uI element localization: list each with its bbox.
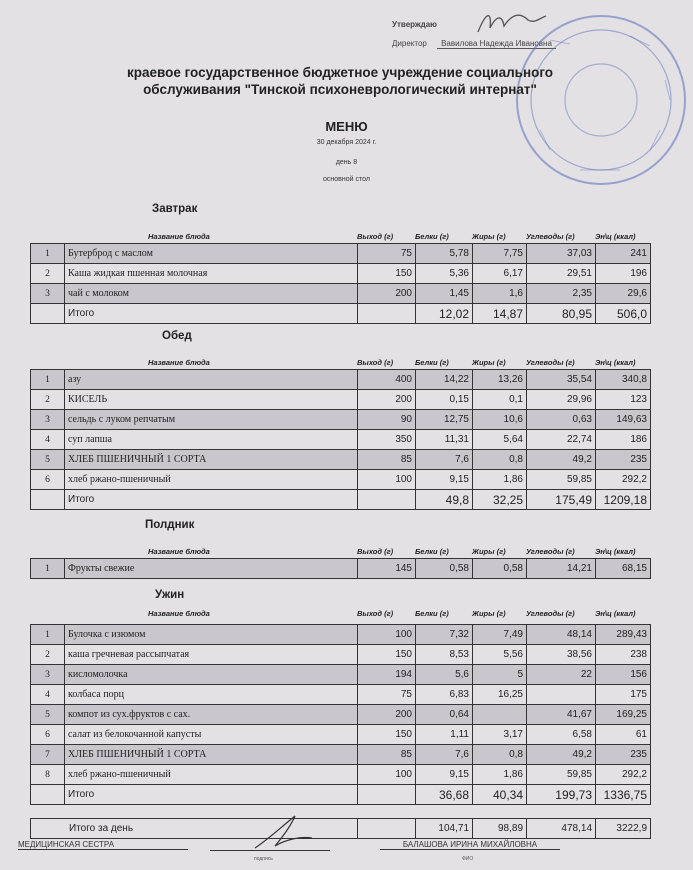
meal-total-label: Итого	[65, 490, 358, 510]
meal-column-headers	[30, 230, 650, 242]
item-yield: 75	[358, 244, 416, 264]
org-line-2: обслуживания "Тинской психоневрологический интернат"	[143, 82, 537, 97]
item-name: Бутерброд с маслом	[65, 244, 358, 264]
item-number: 3	[31, 410, 65, 430]
item-yield: 75	[358, 685, 416, 705]
item-yield: 85	[358, 450, 416, 470]
item-protein: 9,15	[416, 765, 473, 785]
menu-item-row	[31, 390, 651, 410]
menu-title: МЕНЮ	[325, 119, 368, 134]
item-protein: 12,75	[416, 410, 473, 430]
menu-date: 30 декабря 2024 г.	[316, 139, 377, 146]
item-energy: 235	[596, 450, 651, 470]
footer-role-text: МЕДИЦИНСКАЯ СЕСТРА	[18, 840, 188, 850]
item-yield: 100	[358, 765, 416, 785]
col-header-energy: Эн\ц (ккал)	[595, 546, 636, 556]
item-energy: 123	[596, 390, 651, 410]
item-carbs: 29,51	[527, 264, 596, 284]
col-header-fat: Жиры (г)	[472, 357, 506, 367]
meal-title: Полдник	[145, 519, 195, 531]
item-protein: 7,32	[416, 625, 473, 645]
item-yield: 150	[358, 725, 416, 745]
day-total-row	[31, 819, 651, 839]
meal-total-fat: 14,87	[473, 304, 527, 324]
item-protein: 1,45	[416, 284, 473, 304]
item-energy: 289,43	[596, 625, 651, 645]
meal-column-headers	[30, 545, 650, 557]
item-yield: 200	[358, 284, 416, 304]
item-number: 1	[31, 370, 65, 390]
item-carbs: 48,14	[527, 625, 596, 645]
item-protein: 7,6	[416, 745, 473, 765]
meal-total-row	[31, 490, 651, 510]
item-number: 5	[31, 450, 65, 470]
item-fat: 7,75	[473, 244, 527, 264]
meal-total-protein: 36,68	[416, 785, 473, 805]
item-yield: 150	[358, 645, 416, 665]
item-number: 6	[31, 470, 65, 490]
day-total-fat: 98,89	[473, 819, 527, 839]
day-total-energy: 3222,9	[596, 819, 651, 839]
menu-item-row	[31, 625, 651, 645]
item-fat: 1,86	[473, 765, 527, 785]
meal-table	[30, 243, 651, 324]
item-number: 2	[31, 264, 65, 284]
item-fat: 0,8	[473, 450, 527, 470]
item-protein: 14,22	[416, 370, 473, 390]
item-energy: 29,6	[596, 284, 651, 304]
menu-item-row	[31, 645, 651, 665]
item-name: Булочка с изюмом	[65, 625, 358, 645]
col-header-energy: Эн\ц (ккал)	[595, 231, 636, 241]
item-energy: 292,2	[596, 470, 651, 490]
item-number: 2	[31, 390, 65, 410]
item-energy: 186	[596, 430, 651, 450]
menu-item-row	[31, 370, 651, 390]
item-fat	[473, 705, 527, 725]
item-name: КИСЕЛЬ	[65, 390, 358, 410]
item-carbs: 2,35	[527, 284, 596, 304]
menu-item-row	[31, 264, 651, 284]
item-carbs: 37,03	[527, 244, 596, 264]
col-header-carbs: Углеводы (г)	[526, 608, 575, 618]
item-name: Каша жидкая пшенная молочная	[65, 264, 358, 284]
col-header-protein: Белки (г)	[415, 608, 449, 618]
meal-total-protein: 12,02	[416, 304, 473, 324]
item-fat: 0,58	[473, 559, 527, 579]
item-energy: 238	[596, 645, 651, 665]
item-energy: 169,25	[596, 705, 651, 725]
item-name: ХЛЕБ ПШЕНИЧНЫЙ 1 СОРТА	[65, 450, 358, 470]
item-protein: 9,15	[416, 470, 473, 490]
menu-item-row	[31, 765, 651, 785]
item-energy: 340,8	[596, 370, 651, 390]
meal-table	[30, 624, 651, 805]
item-number: 4	[31, 430, 65, 450]
footer-role	[18, 840, 188, 850]
approval-position: Директор	[392, 39, 427, 48]
item-name: компот из сух.фруктов с сах.	[65, 705, 358, 725]
col-header-yield: Выход (г)	[357, 608, 394, 618]
item-energy: 156	[596, 665, 651, 685]
col-header-fat: Жиры (г)	[472, 608, 506, 618]
item-protein: 5,78	[416, 244, 473, 264]
menu-item-row	[31, 410, 651, 430]
item-number: 1	[31, 625, 65, 645]
item-name: хлеб ржано-пшеничный	[65, 765, 358, 785]
item-yield: 400	[358, 370, 416, 390]
item-name: салат из белокочанной капусты	[65, 725, 358, 745]
meal-total-label: Итого	[65, 785, 358, 805]
meal-total-carbs: 80,95	[527, 304, 596, 324]
meal-title: Завтрак	[152, 203, 198, 215]
footer-person-name: БАЛАШОВА ИРИНА МИХАЙЛОВНА	[380, 840, 560, 850]
meal-total-energy: 1209,18	[596, 490, 651, 510]
meal-table	[30, 558, 651, 579]
item-number: 6	[31, 725, 65, 745]
item-fat: 1,86	[473, 470, 527, 490]
item-number: 3	[31, 284, 65, 304]
col-header-energy: Эн\ц (ккал)	[595, 357, 636, 367]
item-energy: 68,15	[596, 559, 651, 579]
col-header-name: Название блюда	[148, 357, 210, 367]
item-name: азу	[65, 370, 358, 390]
item-fat: 7,49	[473, 625, 527, 645]
meal-total-protein: 49,8	[416, 490, 473, 510]
item-carbs: 0,63	[527, 410, 596, 430]
meal-title: Обед	[162, 330, 192, 342]
menu-item-row	[31, 559, 651, 579]
item-number: 5	[31, 705, 65, 725]
item-name: суп лапша	[65, 430, 358, 450]
item-number: 8	[31, 765, 65, 785]
item-energy: 241	[596, 244, 651, 264]
menu-item-row	[31, 705, 651, 725]
item-yield: 150	[358, 264, 416, 284]
item-protein: 8,53	[416, 645, 473, 665]
col-header-protein: Белки (г)	[415, 357, 449, 367]
col-header-carbs: Углеводы (г)	[526, 357, 575, 367]
org-line-1: краевое государственное бюджетное учреждение социального	[126, 65, 554, 80]
col-header-protein: Белки (г)	[415, 231, 449, 241]
item-fat: 3,17	[473, 725, 527, 745]
item-energy: 149,63	[596, 410, 651, 430]
item-yield: 200	[358, 390, 416, 410]
col-header-carbs: Углеводы (г)	[526, 231, 575, 241]
col-header-yield: Выход (г)	[357, 546, 394, 556]
meal-total-row	[31, 304, 651, 324]
day-total-label: Итого за день	[31, 819, 358, 839]
item-carbs: 29,96	[527, 390, 596, 410]
menu-item-row	[31, 244, 651, 264]
item-number: 4	[31, 685, 65, 705]
item-name: колбаса порц	[65, 685, 358, 705]
item-yield: 90	[358, 410, 416, 430]
col-header-fat: Жиры (г)	[472, 546, 506, 556]
item-protein: 7,6	[416, 450, 473, 470]
item-yield: 200	[358, 705, 416, 725]
item-name: сельдь с луком репчатым	[65, 410, 358, 430]
item-yield: 194	[358, 665, 416, 685]
item-carbs: 59,85	[527, 765, 596, 785]
meal-column-headers	[30, 356, 650, 368]
menu-item-row	[31, 430, 651, 450]
item-protein: 0,58	[416, 559, 473, 579]
item-carbs: 49,2	[527, 450, 596, 470]
footer-person	[380, 840, 560, 850]
item-energy: 61	[596, 725, 651, 745]
item-carbs	[527, 685, 596, 705]
item-carbs: 35,54	[527, 370, 596, 390]
footer-sign-caption: подпись	[254, 856, 273, 862]
item-carbs: 49,2	[527, 745, 596, 765]
item-protein: 11,31	[416, 430, 473, 450]
menu-item-row	[31, 470, 651, 490]
meal-total-label: Итого	[65, 304, 358, 324]
item-fat: 6,17	[473, 264, 527, 284]
item-fat: 5	[473, 665, 527, 685]
item-number: 1	[31, 244, 65, 264]
item-protein: 1,11	[416, 725, 473, 745]
item-carbs: 22,74	[527, 430, 596, 450]
item-carbs: 6,58	[527, 725, 596, 745]
item-name: каша гречневая рассыпчатая	[65, 645, 358, 665]
item-energy: 196	[596, 264, 651, 284]
item-fat: 10,6	[473, 410, 527, 430]
item-fat: 0,1	[473, 390, 527, 410]
item-protein: 0,15	[416, 390, 473, 410]
day-total-carbs: 478,14	[527, 819, 596, 839]
approval-label: Утверждаю	[392, 20, 437, 29]
menu-item-row	[31, 665, 651, 685]
col-header-name: Название блюда	[148, 608, 210, 618]
item-fat: 0,8	[473, 745, 527, 765]
organization-name	[60, 64, 620, 98]
day-total-protein: 104,71	[416, 819, 473, 839]
item-fat: 13,26	[473, 370, 527, 390]
col-header-yield: Выход (г)	[357, 231, 394, 241]
item-number: 1	[31, 559, 65, 579]
item-energy: 235	[596, 745, 651, 765]
item-carbs: 14,21	[527, 559, 596, 579]
menu-item-row	[31, 745, 651, 765]
col-header-protein: Белки (г)	[415, 546, 449, 556]
item-number: 2	[31, 645, 65, 665]
meal-title: Ужин	[155, 589, 185, 601]
item-yield: 145	[358, 559, 416, 579]
item-yield: 350	[358, 430, 416, 450]
col-header-fat: Жиры (г)	[472, 231, 506, 241]
meal-total-carbs: 199,73	[527, 785, 596, 805]
item-name: кисломолочка	[65, 665, 358, 685]
menu-item-row	[31, 725, 651, 745]
col-header-energy: Эн\ц (ккал)	[595, 608, 636, 618]
item-protein: 6,83	[416, 685, 473, 705]
item-energy: 292,2	[596, 765, 651, 785]
menu-day: день 8	[335, 159, 358, 166]
menu-item-row	[31, 284, 651, 304]
meal-total-fat: 32,25	[473, 490, 527, 510]
item-number: 3	[31, 665, 65, 685]
item-fat: 1,6	[473, 284, 527, 304]
item-fat: 5,56	[473, 645, 527, 665]
col-header-carbs: Углеводы (г)	[526, 546, 575, 556]
table-type: основной стол	[323, 176, 370, 183]
meal-column-headers	[30, 607, 650, 619]
item-carbs: 41,67	[527, 705, 596, 725]
item-yield: 85	[358, 745, 416, 765]
item-carbs: 22	[527, 665, 596, 685]
meal-table	[30, 369, 651, 510]
item-number: 7	[31, 745, 65, 765]
meal-total-fat: 40,34	[473, 785, 527, 805]
item-yield: 100	[358, 470, 416, 490]
item-protein: 5,36	[416, 264, 473, 284]
meal-total-row	[31, 785, 651, 805]
item-yield: 100	[358, 625, 416, 645]
col-header-name: Название блюда	[148, 231, 210, 241]
item-carbs: 59,85	[527, 470, 596, 490]
approval-name: Вавилова Надежда Ивановна	[437, 39, 556, 49]
menu-item-row	[31, 685, 651, 705]
col-header-yield: Выход (г)	[357, 357, 394, 367]
meal-total-energy: 506,0	[596, 304, 651, 324]
meal-total-carbs: 175,49	[527, 490, 596, 510]
item-name: чай с молоком	[65, 284, 358, 304]
day-total-table	[30, 818, 651, 839]
item-fat: 16,25	[473, 685, 527, 705]
item-name: хлеб ржано-пшеничный	[65, 470, 358, 490]
item-name: ХЛЕБ ПШЕНИЧНЫЙ 1 СОРТА	[65, 745, 358, 765]
meal-total-energy: 1336,75	[596, 785, 651, 805]
item-name: Фрукты свежие	[65, 559, 358, 579]
footer-sign-line	[210, 840, 330, 851]
item-fat: 5,64	[473, 430, 527, 450]
item-energy: 175	[596, 685, 651, 705]
col-header-name: Название блюда	[148, 546, 210, 556]
footer-fio-caption: ФИО	[462, 856, 474, 862]
item-protein: 0,64	[416, 705, 473, 725]
menu-item-row	[31, 450, 651, 470]
item-carbs: 38,56	[527, 645, 596, 665]
item-protein: 5,6	[416, 665, 473, 685]
